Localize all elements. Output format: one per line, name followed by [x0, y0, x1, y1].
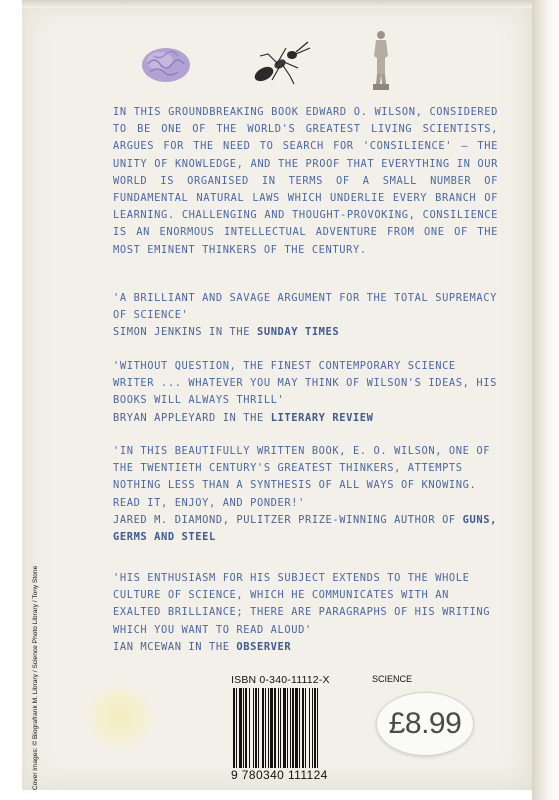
barcode-bar: [278, 688, 279, 768]
quote-text: 'A BRILLIANT AND SAVAGE ARGUMENT FOR THE TOTAL SUPREMACY OF SCIENCE': [113, 292, 497, 322]
source-publication: GUNS, GERMS AND STEEL: [113, 513, 497, 544]
quote-source: [113, 324, 498, 341]
isbn-label: ISBN 0-340-11112-X: [231, 674, 330, 686]
statue-icon: [368, 28, 394, 92]
source-publication: SUNDAY TIMES: [256, 326, 340, 339]
barcode-bar: [243, 688, 244, 768]
book-blurb: IN THIS GROUNDBREAKING BOOK EDWARD O. WILSON, CONSIDERED TO BE ONE OF THE WORLD'S GREATEST LIVING SCIENTISTS, ARGUES FOR THE NEED TO SEARCH FOR 'CONSILIENCE' – THE UNITY OF KNOWLEDGE, AND THE PROOF THAT EVERYTHING IN OUR WORLD IS ORGANISED IN TERMS OF A SMALL NUMBER OF FUNDAMENTAL NATURAL LAWS WHICH UNDERLIE EVERY BRANCH OF LEARNING. CHALLENGING AND THOUGHT-PROVOKING, CONSILIENCE IS AN ENORMOUS INTELLECTUAL ADVENTURE FROM ONE OF THE MOST EMINENT THINKERS OF THE CENTURY.: [113, 106, 498, 256]
cover-stain: [88, 686, 152, 748]
cover-top-edge: [22, 0, 532, 8]
quote-text: 'HIS ENTHUSIASM FOR HIS SUBJECT EXTENDS TO THE WHOLE CULTURE OF SCIENCE, WHICH HE COMMUNICATES WITH AN EXALTED BRILLIANCE; THERE ARE PARAGRAPHS OF HIS WRITING WHICH YOU WANT TO READ ALOUD': [113, 572, 491, 636]
review-quote: [113, 358, 498, 427]
quote-source: [113, 512, 498, 546]
source-publication: LITERARY REVIEW: [270, 411, 374, 424]
barcode-bar: [249, 688, 250, 768]
source-publication: OBSERVER: [236, 640, 292, 653]
barcode-bar: [309, 688, 310, 768]
quote-source: [113, 639, 498, 656]
source-author: IAN MCEWAN IN THE: [113, 640, 230, 653]
review-quote: [113, 290, 498, 342]
barcode-bar: [317, 688, 318, 768]
barcode-bar: [314, 688, 316, 768]
brain-icon: [140, 44, 192, 84]
review-quote: [113, 570, 498, 656]
review-quote: [113, 443, 498, 546]
barcode-bar: [262, 688, 264, 768]
barcode-bar: [283, 688, 286, 768]
price-sticker: [376, 692, 474, 756]
barcode-bar: [239, 688, 242, 768]
quote-source: [113, 410, 498, 427]
barcode-bar: [274, 688, 276, 768]
source-author: JARED M. DIAMOND, PULITZER PRIZE-WINNING AUTHOR OF: [113, 513, 456, 526]
barcode-bar: [258, 688, 259, 768]
quote-text: 'IN THIS BEAUTIFULLY WRITTEN BOOK, E. O. WILSON, ONE OF THE TWENTIETH CENTURY'S GREATEST THINKERS, ATTEMPTS NOTHING LESS THAN A SYNTHESIS OF ALL WAYS OF KNOWING. READ IT, ENJOY, AND PONDER!': [113, 445, 491, 509]
barcode-bar: [312, 688, 313, 768]
quote-text: 'WITHOUT QUESTION, THE FINEST CONTEMPORARY SCIENCE WRITER ... WHATEVER YOU MAY THINK OF WILSON'S IDEAS, HIS BOOKS WILL ALWAYS THRILL': [113, 360, 497, 407]
barcode-bar: [280, 688, 281, 768]
ant-icon: [250, 40, 312, 86]
barcode: [231, 688, 349, 770]
barcode-bar: [290, 688, 291, 768]
barcode-bar: [302, 688, 304, 768]
barcode-bar: [295, 688, 298, 768]
barcode-bar: [292, 688, 294, 768]
barcode-number: 9 780340 111124: [231, 768, 328, 782]
barcode-bar: [253, 688, 254, 768]
barcode-bar: [233, 688, 235, 768]
barcode-bar: [268, 688, 269, 768]
price-label: £8.99: [388, 707, 462, 740]
barcode-bar: [236, 688, 237, 768]
barcode-bar: [255, 688, 257, 768]
category-label: SCIENCE: [372, 674, 413, 684]
barcode-bar: [245, 688, 247, 768]
barcode-bar: [299, 688, 300, 768]
source-author: BRYAN APPLEYARD IN THE: [113, 411, 264, 424]
barcode-bar: [265, 688, 266, 768]
book-spine-edge: [532, 0, 559, 800]
photo-credit: Cover images: © Biografrank M. Library / Science Photo Library / Tony Stone: [32, 565, 39, 790]
barcode-bar: [287, 688, 288, 768]
barcode-bar: [305, 688, 306, 768]
barcode-bar: [270, 688, 273, 768]
source-author: SIMON JENKINS IN THE: [113, 326, 251, 339]
